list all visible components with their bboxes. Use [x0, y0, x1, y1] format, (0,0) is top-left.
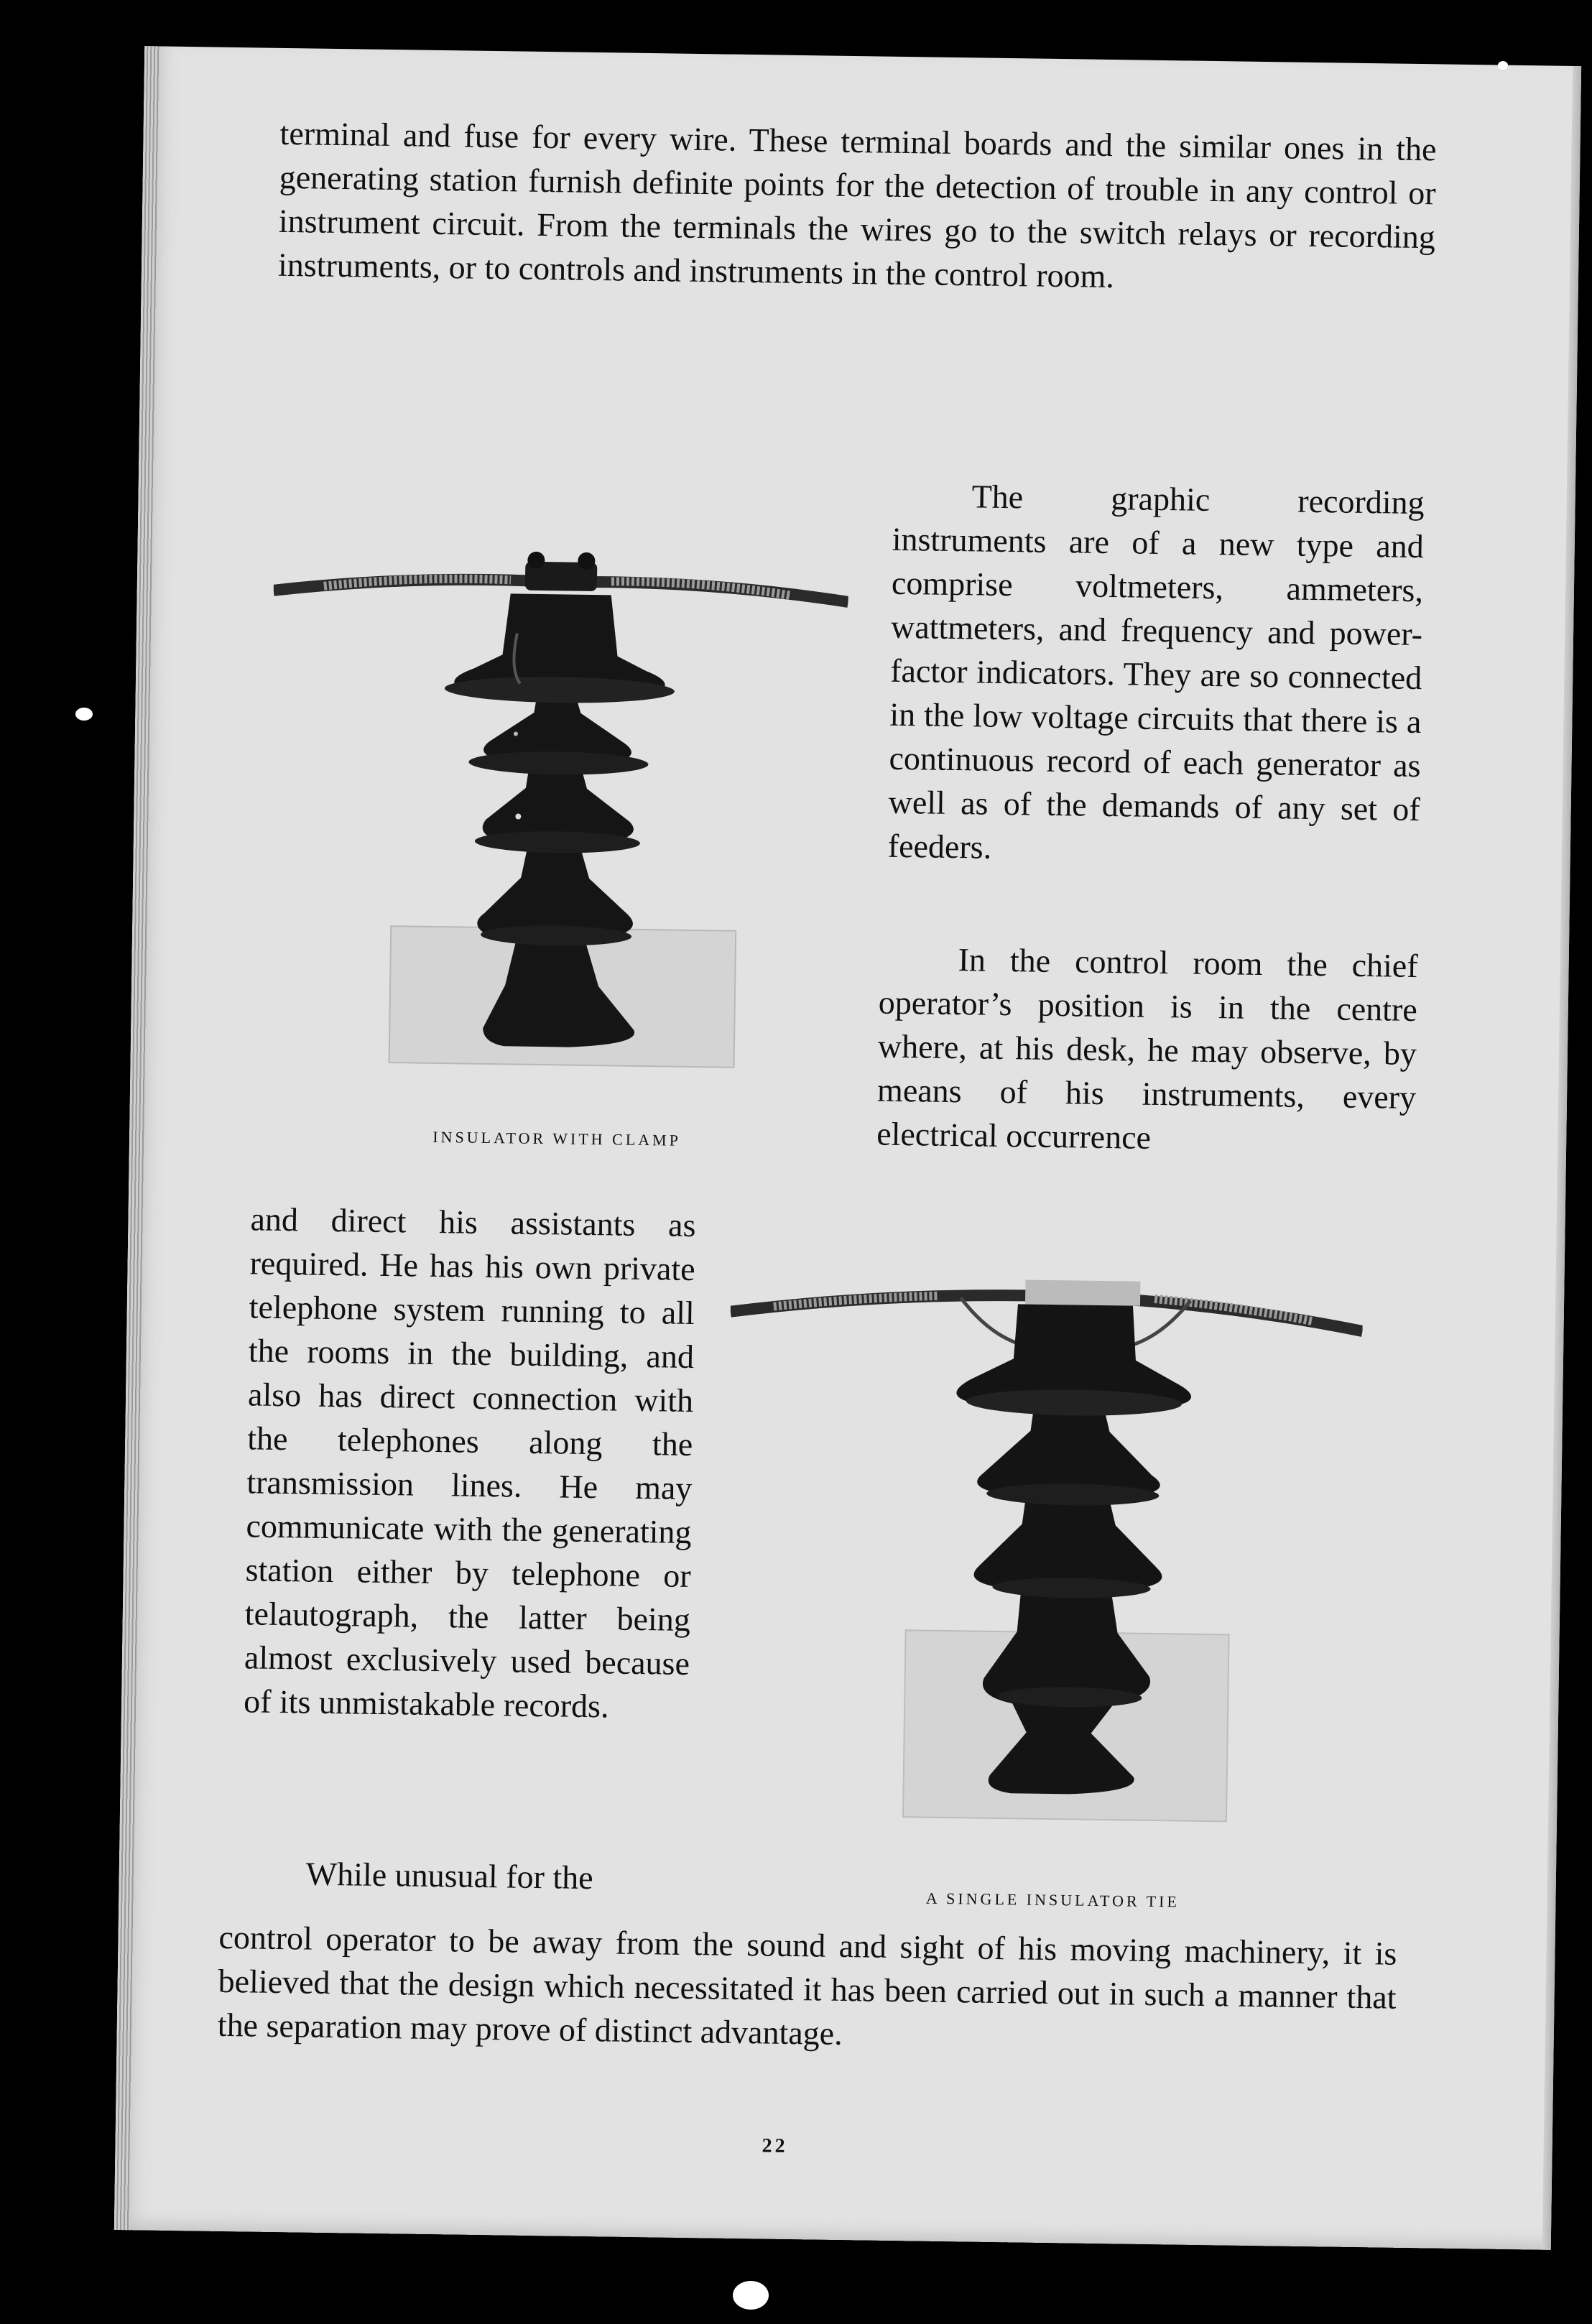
paragraph-control-room-continued: and direct his assistants as required. He has his own private telephone system running to all the rooms in the building, and also has direct connection with the telephones along the transmission lines. He may communicate with the generating station either by telephone or telautograph, the latter being almost exclusively used because of its unmistakable records.: [243, 1200, 696, 1725]
page-binding: [114, 46, 160, 2230]
paragraph-control-room: In the control room the chief operator’s position is in the centre where, at his desk, he may observe, by means of his instruments, every electrical occurrence: [876, 941, 1418, 1156]
figure-caption-tie: A SINGLE INSULATOR TIE: [925, 1889, 1180, 1911]
insulator-clamp-illustration: [267, 522, 849, 1119]
page-edge: [1542, 66, 1581, 2250]
figure-insulator-with-clamp: [267, 522, 849, 1119]
paragraph-terminal-boards: terminal and fuse for every wire. These terminal boards and the similar ones in the generating station furnish definite points for the detection of trouble in any control or instrument circuit. From the terminals the wires go to the switch relays or recording instruments, or to controls and instruments in the control room.: [277, 114, 1437, 295]
paragraph-control-operator-start: While unusual for the: [305, 1855, 593, 1897]
paragraph-control-operator-continued: control operator to be away from the sound and sight of his moving machinery, it is believed that the design which necessitated it has been carried out in such a manner that the separation may prove of distinct advantage.: [217, 1918, 1397, 2052]
page-number: 22: [762, 2134, 788, 2157]
insulator-tie-illustration: [723, 1261, 1364, 1838]
paragraph-recording-instruments: The graphic recording instruments are of a new type and comprise voltmeters, ammeters, wattmeters, and frequency and power-factor indicators. They are so connected in the low voltage circuits that there is a continuous record of each generator as well as of the demands of any set of feeders.: [887, 478, 1425, 866]
figure-single-insulator-tie: [723, 1261, 1364, 1838]
book-page: [114, 46, 1581, 2250]
dust-speck: [733, 2281, 769, 2310]
dust-speck: [1498, 61, 1508, 70]
dust-speck: [75, 708, 93, 721]
figure-caption-clamp: INSULATOR WITH CLAMP: [432, 1127, 682, 1149]
